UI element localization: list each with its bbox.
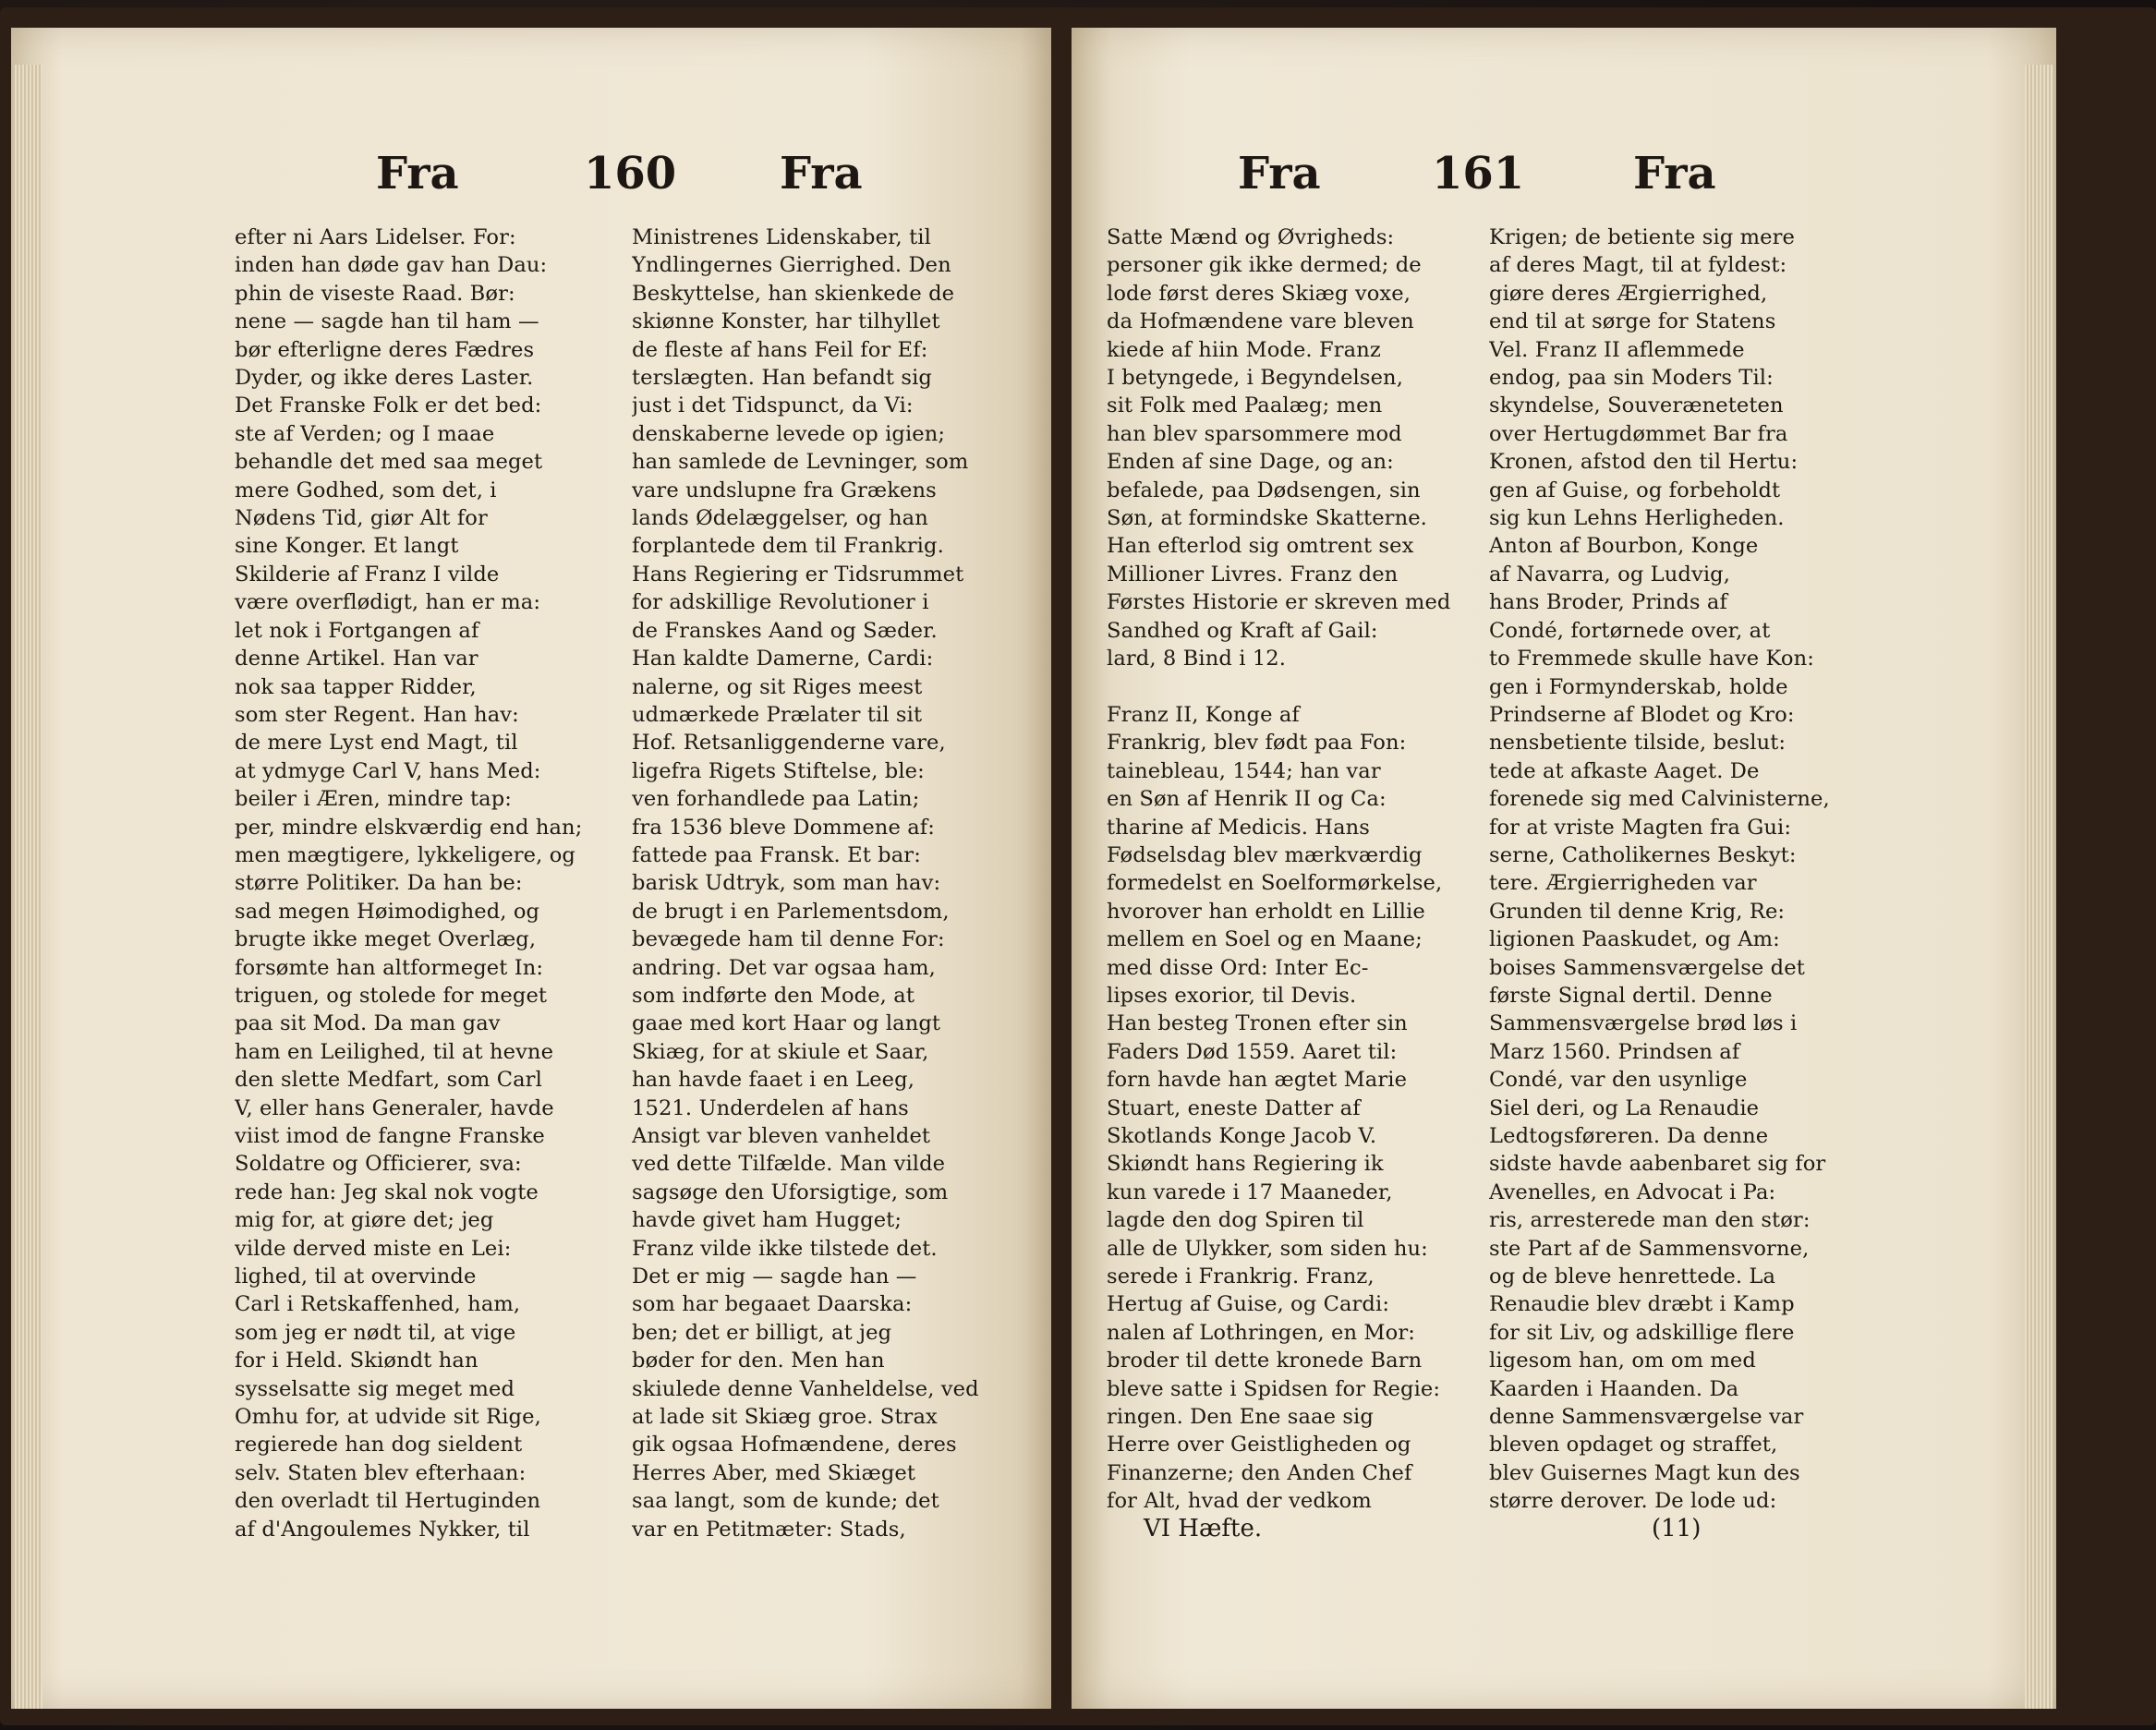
text-line: formedelst en Soelformørkelse, [1107, 871, 1443, 896]
text-line: Siel deri, og La Renaudie [1489, 1095, 1760, 1120]
text-line: Sammensværgelse brød løs i [1489, 1011, 1798, 1036]
text-line: da Hofmændene vare bleven [1107, 309, 1414, 334]
text-line: men mægtigere, lykkeligere, og [235, 842, 575, 867]
text-line: Det Franske Folk er det bed: [235, 393, 542, 418]
text-line: Søn, at formindske Skatterne. [1107, 506, 1427, 531]
text-line: Han efterlod sig omtrent sex [1107, 534, 1414, 559]
text-line: Enden af sine Dage, og an: [1107, 450, 1394, 475]
text-line: regierede han dog sieldent [235, 1433, 523, 1458]
text-line: I betyngede, i Begyndelsen, [1107, 366, 1403, 391]
text-line: Condé, fortørnede over, at [1489, 618, 1771, 643]
text-line: ligesom han, om om med [1489, 1349, 1756, 1373]
right-page [1072, 28, 2056, 1709]
right-page-edge [2025, 65, 2053, 1709]
text-line: hvorover han erholdt en Lillie [1107, 899, 1425, 924]
text-line: kun varede i 17 Maaneder, [1107, 1180, 1393, 1204]
text-line: han blev sparsommere mod [1107, 421, 1402, 446]
text-line: inden han døde gav han Dau: [235, 253, 548, 278]
text-line: Satte Mænd og Øvrigheds: [1107, 225, 1395, 249]
text-line: Millioner Livres. Franz den [1107, 562, 1399, 587]
text-line: at ydmyge Carl V, hans Med: [235, 758, 541, 783]
text-line: fra 1536 bleve Dommene af: [632, 815, 935, 840]
text-line: Skilderie af Franz I vilde [235, 562, 500, 587]
text-line: ste Part af de Sammensvorne, [1489, 1236, 1810, 1261]
text-line: Yndlingernes Gierrighed. Den [632, 253, 951, 278]
text-line: for sit Liv, og adskillige flere [1489, 1320, 1795, 1345]
text-line: lode først deres Skiæg voxe, [1107, 281, 1411, 306]
text-line: blev Guisernes Magt kun des [1489, 1460, 1800, 1485]
text-line: ven forhandlede paa Latin; [632, 787, 920, 812]
text-line: som har begaaet Daarska: [632, 1292, 913, 1317]
text-line: Prindserne af Blodet og Kro: [1489, 702, 1795, 727]
text-line: Faders Død 1559. Aaret til: [1107, 1039, 1398, 1064]
text-line: første Signal dertil. Denne [1489, 983, 1773, 1008]
text-line: nalerne, og sit Riges meest [632, 674, 923, 699]
text-line: Beskyttelse, han skienkede de [632, 281, 955, 306]
right-page-column-2 [1489, 224, 1862, 1516]
text-line: mig for, at giøre det; jeg [235, 1208, 494, 1233]
text-line: være overflødigt, han er ma: [235, 590, 541, 615]
text-line: mellem en Soel og en Maane; [1107, 927, 1423, 952]
left-page-column-1 [235, 224, 609, 1543]
text-line: Grunden til denne Krig, Re: [1489, 899, 1786, 924]
text-line: ligionen Paaskudet, og Am: [1489, 927, 1780, 952]
text-line: gen i Formynderskab, holde [1489, 674, 1788, 699]
text-line [1107, 673, 1474, 701]
text-line: kiede af hiin Mode. Franz [1107, 337, 1381, 362]
text-line: paa sit Mod. Da man gav [235, 1011, 501, 1036]
right-head-word-right: Fra [1633, 148, 1716, 200]
text-line: skyndelse, Souveræneteten [1489, 393, 1784, 418]
text-line: denne Artikel. Han var [235, 647, 478, 671]
text-line: Hof. Retsanliggenderne vare, [632, 731, 946, 756]
text-line: bør efterligne deres Fædres [235, 337, 535, 362]
right-page-number: 161 [1432, 148, 1525, 200]
text-line: som indførte den Mode, at [632, 983, 914, 1008]
text-line: Franz vilde ikke tilstede det. [632, 1236, 938, 1261]
text-line: endog, paa sin Moders Til: [1489, 366, 1774, 391]
text-line: tede at afkaste Aaget. De [1489, 758, 1760, 783]
text-line: forn havde han ægtet Marie [1107, 1068, 1408, 1093]
text-line: hans Broder, Prinds af [1489, 590, 1727, 615]
text-line: tainebleau, 1544; han var [1107, 758, 1381, 783]
text-line: nensbetiente tilside, beslut: [1489, 731, 1787, 756]
text-line: skiulede denne Vanheldelse, ved [632, 1376, 979, 1401]
left-page [11, 28, 1051, 1709]
text-line: Franz II, Konge af [1107, 702, 1300, 727]
text-line: Marz 1560. Prindsen af [1489, 1039, 1740, 1064]
text-line: af deres Magt, til at fyldest: [1489, 253, 1787, 278]
text-line: de Franskes Aand og Sæder. [632, 618, 938, 643]
text-line: for Alt, hvad der vedkom [1107, 1489, 1372, 1514]
text-line: Nødens Tid, giør Alt for [235, 506, 488, 531]
text-line: Kaarden i Haanden. Da [1489, 1376, 1739, 1401]
text-line: ris, arresterede man den stør: [1489, 1208, 1811, 1233]
left-page-column-2 [632, 224, 1006, 1543]
text-line: af d'Angoulemes Nykker, til [235, 1517, 530, 1542]
text-line: triguen, og stolede for meget [235, 983, 548, 1008]
text-line: per, mindre elskværdig end han; [235, 815, 583, 840]
text-line: for at vriste Magten fra Gui: [1489, 815, 1792, 840]
text-line: skiønne Konster, har tilhyllet [632, 309, 940, 334]
text-line: Det er mig — sagde han — [632, 1264, 917, 1289]
gathering-mark: (11) [1652, 1515, 1702, 1542]
text-line: sine Konger. Et langt [235, 534, 459, 559]
text-line: Hans Regiering er Tidsrummet [632, 562, 964, 587]
text-line: sig kun Lehns Herligheden. [1489, 506, 1785, 531]
text-line: udmærkede Prælater til sit [632, 702, 923, 727]
text-line: Frankrig, blev født paa Fon: [1107, 731, 1407, 756]
text-line: tere. Ærgierrigheden var [1489, 871, 1757, 896]
text-line: mere Godhed, som det, i [235, 478, 497, 502]
text-line: 1521. Underdelen af hans [632, 1095, 909, 1120]
text-line: en Søn af Henrik II og Ca: [1107, 787, 1387, 812]
text-line: ved dette Tilfælde. Man vilde [632, 1152, 946, 1177]
text-line: Sandhed og Kraft af Gail: [1107, 618, 1378, 643]
text-line: terslægten. Han befandt sig [632, 366, 932, 391]
text-line: nalen af Lothringen, en Mor: [1107, 1320, 1415, 1345]
text-line: Han besteg Tronen efter sin [1107, 1011, 1408, 1036]
text-line: tharine af Medicis. Hans [1107, 815, 1370, 840]
text-line: saa langt, som de kunde; det [632, 1489, 939, 1514]
text-line: andring. Det var ogsaa ham, [632, 955, 936, 980]
text-line: gaae med kort Haar og langt [632, 1011, 941, 1036]
text-line: Carl i Retskaffenhed, ham, [235, 1292, 521, 1317]
text-line: to Fremmede skulle have Kon: [1489, 647, 1814, 671]
text-line: ham en Leilighed, til at hevne [235, 1039, 554, 1064]
left-page-edge [15, 65, 42, 1709]
signature-mark: VI Hæfte. [1144, 1515, 1263, 1542]
text-line: Førstes Historie er skreven med [1107, 590, 1451, 615]
text-line: lands Ødelæggelser, og han [632, 506, 928, 531]
text-line: serede i Frankrig. Franz, [1107, 1264, 1375, 1289]
text-line: bleve satte i Spidsen for Regie: [1107, 1376, 1441, 1401]
text-line: Kronen, afstod den til Hertu: [1489, 450, 1799, 475]
text-line: Skotlands Konge Jacob V. [1107, 1124, 1377, 1148]
text-line: viist imod de fangne Franske [235, 1124, 545, 1148]
text-line: alle de Ulykker, som siden hu: [1107, 1236, 1428, 1261]
text-line: sagsøge den Uforsigtige, som [632, 1180, 949, 1204]
text-line: lagde den dog Spiren til [1107, 1208, 1364, 1233]
text-line: sad megen Høimodighed, og [235, 899, 540, 924]
text-line: fattede paa Fransk. Et bar: [632, 842, 921, 867]
text-line: de brugt i en Parlementsdom, [632, 899, 950, 924]
right-page-column-1 [1107, 224, 1474, 1516]
text-line: behandle det med saa meget [235, 450, 543, 475]
text-line: større derover. De lode ud: [1489, 1489, 1777, 1514]
text-line: nene — sagde han til ham — [235, 309, 539, 334]
text-line: gik ogsaa Hofmændene, deres [632, 1433, 957, 1458]
text-line: Hertug af Guise, og Cardi: [1107, 1292, 1390, 1317]
text-line: serne, Catholikernes Beskyt: [1489, 842, 1797, 867]
text-line: selv. Staten blev efterhaan: [235, 1460, 527, 1485]
text-line: end til at sørge for Statens [1489, 309, 1776, 334]
text-line: den overladt til Hertuginden [235, 1489, 541, 1514]
text-line: Soldatre og Officierer, sva: [235, 1152, 522, 1177]
text-line: at lade sit Skiæg groe. Strax [632, 1405, 938, 1430]
text-line: Skiøndt hans Regiering ik [1107, 1152, 1384, 1177]
text-line: vare undslupne fra Grækens [632, 478, 937, 502]
text-line: befalede, paa Dødsengen, sin [1107, 478, 1421, 502]
text-line: denne Sammensværgelse var [1489, 1405, 1804, 1430]
text-line: efter ni Aars Lidelser. For: [235, 225, 516, 249]
text-line: for i Held. Skiøndt han [235, 1349, 478, 1373]
text-line: som ster Regent. Han hav: [235, 702, 519, 727]
text-line: han samlede de Levninger, som [632, 450, 969, 475]
text-line: Vel. Franz II aflemmede [1489, 337, 1745, 362]
text-line: Herres Aber, med Skiæget [632, 1460, 916, 1485]
text-line: lipses exorior, til Devis. [1107, 983, 1357, 1008]
text-line: Skiæg, for at skiule et Saar, [632, 1039, 929, 1064]
text-line: barisk Udtryk, som man hav: [632, 871, 941, 896]
text-line: Krigen; de betiente sig mere [1489, 225, 1796, 249]
text-line: lard, 8 Bind i 12. [1107, 647, 1287, 671]
text-line: Ledtogsføreren. Da denne [1489, 1124, 1769, 1148]
text-line: Herre over Geistligheden og [1107, 1433, 1411, 1458]
text-line: bleven opdaget og straffet, [1489, 1433, 1778, 1458]
text-line: forsømte han altformeget In: [235, 955, 544, 980]
text-line: Ministrenes Lidenskaber, til [632, 225, 931, 249]
text-line: de fleste af hans Feil for Ef: [632, 337, 928, 362]
text-line: nok saa tapper Ridder, [235, 674, 477, 699]
text-line: af Navarra, og Ludvig, [1489, 562, 1731, 587]
right-running-head [1072, 148, 2056, 222]
text-line: ste af Verden; og I maae [235, 421, 495, 446]
text-line: denskaberne levede op igien; [632, 421, 946, 446]
text-line: gen af Guise, og forbeholdt [1489, 478, 1781, 502]
text-line: bevægede ham til denne For: [632, 927, 945, 952]
text-line: de mere Lyst end Magt, til [235, 731, 518, 756]
text-line: let nok i Fortgangen af [235, 618, 479, 643]
text-line: ben; det er billigt, at jeg [632, 1320, 892, 1345]
text-line: sit Folk med Paalæg; men [1107, 393, 1383, 418]
text-line: Omhu for, at udvide sit Rige, [235, 1405, 541, 1430]
text-line: vilde derved miste en Lei: [235, 1236, 512, 1261]
text-line: for adskillige Revolutioner i [632, 590, 929, 615]
text-line: over Hertugdømmet Bar fra [1489, 421, 1788, 446]
text-line: V, eller hans Generaler, havde [235, 1095, 554, 1120]
text-line: just i det Tidspunct, da Vi: [632, 393, 914, 418]
text-line: giøre deres Ærgierrighed, [1489, 281, 1768, 306]
text-line: forplantede dem til Frankrig. [632, 534, 944, 559]
text-line: ligefra Rigets Stiftelse, ble: [632, 758, 925, 783]
text-line: og de bleve henrettede. La [1489, 1264, 1776, 1289]
text-line: phin de viseste Raad. Bør: [235, 281, 515, 306]
left-page-number: 160 [584, 148, 677, 200]
text-line: den slette Medfart, som Carl [235, 1068, 542, 1093]
text-line: Anton af Bourbon, Konge [1489, 534, 1759, 559]
text-line: Fødselsdag blev mærkværdig [1107, 842, 1423, 867]
text-line: som jeg er nødt til, at vige [235, 1320, 516, 1345]
text-line: Condé, var den usynlige [1489, 1068, 1748, 1093]
left-running-head [11, 148, 1051, 222]
text-line: havde givet ham Hugget; [632, 1208, 902, 1233]
text-line: Avenelles, en Advocat i Pa: [1489, 1180, 1776, 1204]
text-line: beiler i Æren, mindre tap: [235, 787, 512, 812]
text-line: boises Sammensværgelse det [1489, 955, 1805, 980]
text-line: Han kaldte Damerne, Cardi: [632, 647, 934, 671]
text-line: sysselsatte sig meget med [235, 1376, 515, 1401]
text-line: Renaudie blev dræbt i Kamp [1489, 1292, 1795, 1317]
text-line: brugte ikke meget Overlæg, [235, 927, 537, 952]
text-line: broder til dette kronede Barn [1107, 1349, 1423, 1373]
text-line: Finanzerne; den Anden Chef [1107, 1460, 1412, 1485]
text-line: bøder for den. Men han [632, 1349, 885, 1373]
text-line: han havde faaet i en Leeg, [632, 1068, 914, 1093]
text-line: Stuart, eneste Datter af [1107, 1095, 1361, 1120]
text-line: rede han: Jeg skal nok vogte [235, 1180, 539, 1204]
left-head-word-right: Fra [780, 148, 863, 200]
text-line: lighed, til at overvinde [235, 1264, 477, 1289]
text-line: forenede sig med Calvinisterne, [1489, 787, 1830, 812]
text-line: Ansigt var bleven vanheldet [632, 1124, 931, 1148]
text-line: større Politiker. Da han be: [235, 871, 523, 896]
left-head-word-left: Fra [376, 148, 459, 200]
text-line: ringen. Den Ene saae sig [1107, 1405, 1374, 1430]
text-line: personer gik ikke dermed; de [1107, 253, 1422, 278]
text-line: med disse Ord: Inter Ec- [1107, 955, 1369, 980]
text-line: sidste havde aabenbaret sig for [1489, 1152, 1826, 1177]
text-line: Dyder, og ikke deres Laster. [235, 366, 534, 391]
text-line: var en Petitmæter: Stads, [632, 1517, 906, 1542]
right-head-word-left: Fra [1238, 148, 1321, 200]
